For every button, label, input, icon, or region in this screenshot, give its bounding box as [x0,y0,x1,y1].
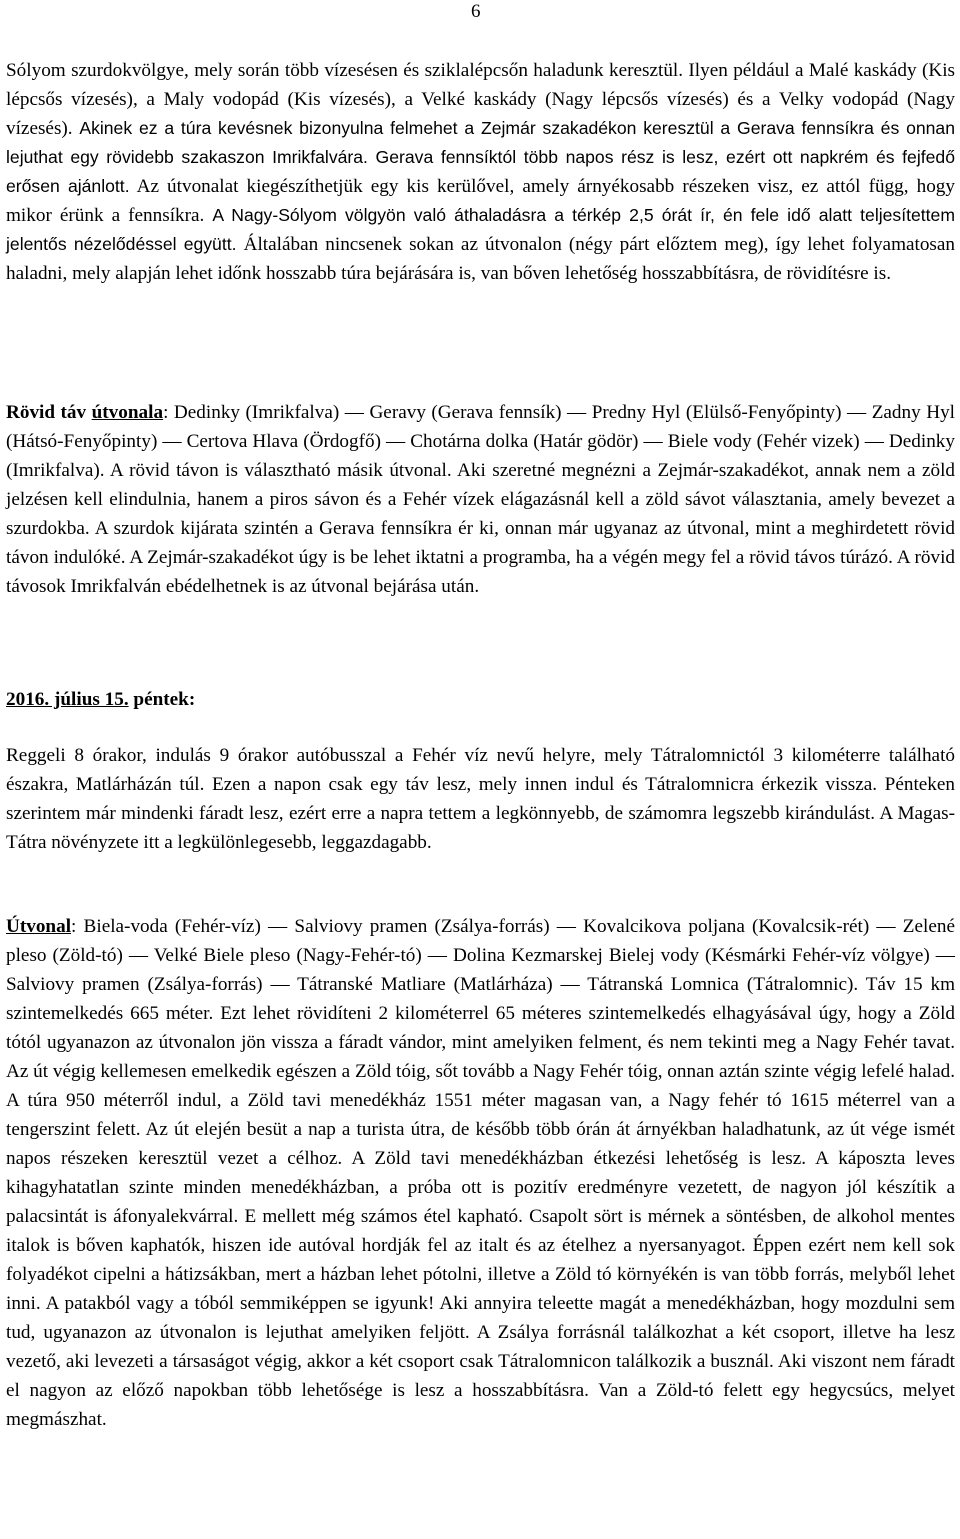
day-heading [6,685,955,714]
paragraph-text: Általában nincsenek sokan az útvonalon (négy párt előztem meg), így lehet folyamatosan haladni, mely alapján lehet időnk hosszabb túra bejárására is, van bőven lehetőség hosszabbításra, de rövidítésre is. [6,234,956,284]
paragraph-text-sans: Akinek ez a túra kevésnek bizonyulna felmehet a Zejmár szakadékon keresztül a Gerava fennsíkra és onnan lejuthat egy rövidebb szakaszon Imrikfalvára. Gerava fennsíktól több napos rész is lesz, ezért ott napkrém és fejfedő erősen ajánlott. [6,118,955,196]
heading-day: péntek: [128,689,196,710]
paragraph-text: Az útvonalat kiegészíthetjük egy kis kerülővel, amely árnyékosabb részeken visz, ez attól függ, hogy mikor érünk a fennsíkra. [6,176,955,226]
route-label-underlined: útvonala [91,402,164,423]
route-label [6,402,163,423]
route-label: Útvonal [6,916,72,937]
paragraph-text: Dedinky (Imrikfalva) — Geravy (Gerava fennsík) — Predny Hyl (Elülső-Fenyőpinty) — Zadny Hyl (Hátsó-Fenyőpinty) — Certova Hlava (Ördogfő) — Chotárna dolka (Határ gödör) — Biele vody (Fehér vizek) — Dedinky (Imrikfalva). A rövid távon is választható másik útvonal. Aki szeretné megnézni a Zejmár-szakadékot, annak nem a zöld jelzésen kell elindulnia, hanem a piros sávon és a Fehér vízek elágazásnál kell a zöld sávot választania, amely bevezet a szurdokba. A szurdok kijárata szintén a Gerava fennsíkra ér ki, onnan már ugyanaz az útvonal, mint a meghirdetett rövid távon indulóké. A Zejmár-szakadékot úgy is be lehet iktatni a programba, ha a végén megy fel a rövid távos túrázó. A rövid távosok Imrikfalván ebédelhetnek is az útvonal bejárása után. [6,402,955,597]
route-label-colon: : [71,916,77,937]
paragraph-friday-route [6,912,955,1434]
paragraph-text-sans: A Nagy-Sólyom völgyön való áthaladásra a térkép 2,5 órát ír, én fele idő alatt teljesítettem jelentős nézelődéssel együtt. [6,205,955,254]
page-number: 6 [471,1,481,22]
paragraph-text: Sólyom szurdokvölgye, mely során több vízesésen és sziklalépcsőn haladunk keresztül. Ilyen például a Malé kaskády (Kis lépcsős vízesés), a Maly vodopád (Kis vízesés), a Velké kaskády (Nagy lépcsős vízesés) és a Velky vodopád (Nagy vízesés). [6,60,955,139]
route-label-text: Rövid táv [6,402,92,423]
paragraph-valley-description [6,56,955,288]
paragraph-short-route [6,398,955,601]
paragraph-text: Biela-voda (Fehér-víz) — Salviovy pramen (Zsálya-forrás) — Kovalcikova poljana (Kovalcsik-rét) — Zelené pleso (Zöld-tó) — Velké Biele pleso (Nagy-Fehér-tó) — Dolina Kezmarskej Bielej vody (Késmárki Fehér-víz völgye) — Salviovy pramen (Zsálya-forrás) — Tátranské Matliare (Matlárháza) — Tátranská Lomnica (Tátralomnic). Táv 15 km szintemelkedés 665 méter. Ezt lehet rövidíteni 2 kilométerrel 65 méteres szintemelkedés elhagyásával úgy, hogy a Zöld tótól ugyanazon az útvonalon jön vissza a fáradt vándor, mint amelyiken felment, és nem tekinti meg a Nagy Fehér tavat. Az út végig kellemesen emelkedik egészen a Zöld tóig, sőt tovább a Nagy Fehér tóig, onnan aztán szinte végig lefelé halad. A túra 950 méterről indul, a Zöld tavi menedékház 1551 méter magasan van, a Nagy fehér tó 1615 méterrel van a tengerszint felett. Az út elején besüt a nap a turista útra, de később több órán át árnyékban haladhatunk, az út vége ismét napos részeken keresztül vezet a célhoz. A Zöld tavi menedékházban étkezési lehetőség is lesz. A káposzta leves kihagyhatatlan szinte minden menedékházban, a próba ott is pozitív eredményre vezetett, de nagyon jól készítik a palacsintát is áfonyalekvárral. E mellett még számos étel kapható. Csapolt sört is mérnek a söntésben, de alkohol mentes italok is bőven kaphatók, hiszen ide autóval hordják fel az italt és az ételhez a nyersanyagot. Éppen ezért nem kell sok folyadékot cipelni a hátizsákban, mert a házban lehet pótolni, illetve a Zöld tó környékén is van több forrás, melyből lehet inni. A patakból vagy a tóból semmiképpen se igyunk! Aki annyira teleette magát a menedékházban, hogy mozdulni sem tud, ugyanazon az útvonalon is lejuthat amelyiken feljött. A Zsálya forrásnál találkozhat a két csoport, illetve ha lesz vezető, aki levezeti a társaságot végig, akkor a két csoport csak Tátralomnicon találkozik a busznál. Aki viszont nem fáradt el nagyon az előző napokban több lehetősége is lesz a hosszabbításra. Van a Zöld-tó felett egy hegycsúcs, melyet megmászhat. [6,916,955,1430]
heading-date: 2016. július 15. [6,689,129,710]
paragraph-friday-intro: Reggeli 8 órakor, indulás 9 órakor autóbusszal a Fehér víz nevű helyre, mely Tátralomnictól 3 kilométerre található északra, Matlárházán túl. Ezen a napon csak egy táv lesz, mely innen indul és Tátralomnicra érkezik vissza. Pénteken szerintem már mindenki fáradt lesz, ezért erre a napra tettem a legkönnyebb, de számomra legszebb kirándulást. A Magas-Tátra növényzete itt a legkülönlegesebb, leggazdagabb. [6,745,955,853]
route-label-colon: : [163,402,169,423]
